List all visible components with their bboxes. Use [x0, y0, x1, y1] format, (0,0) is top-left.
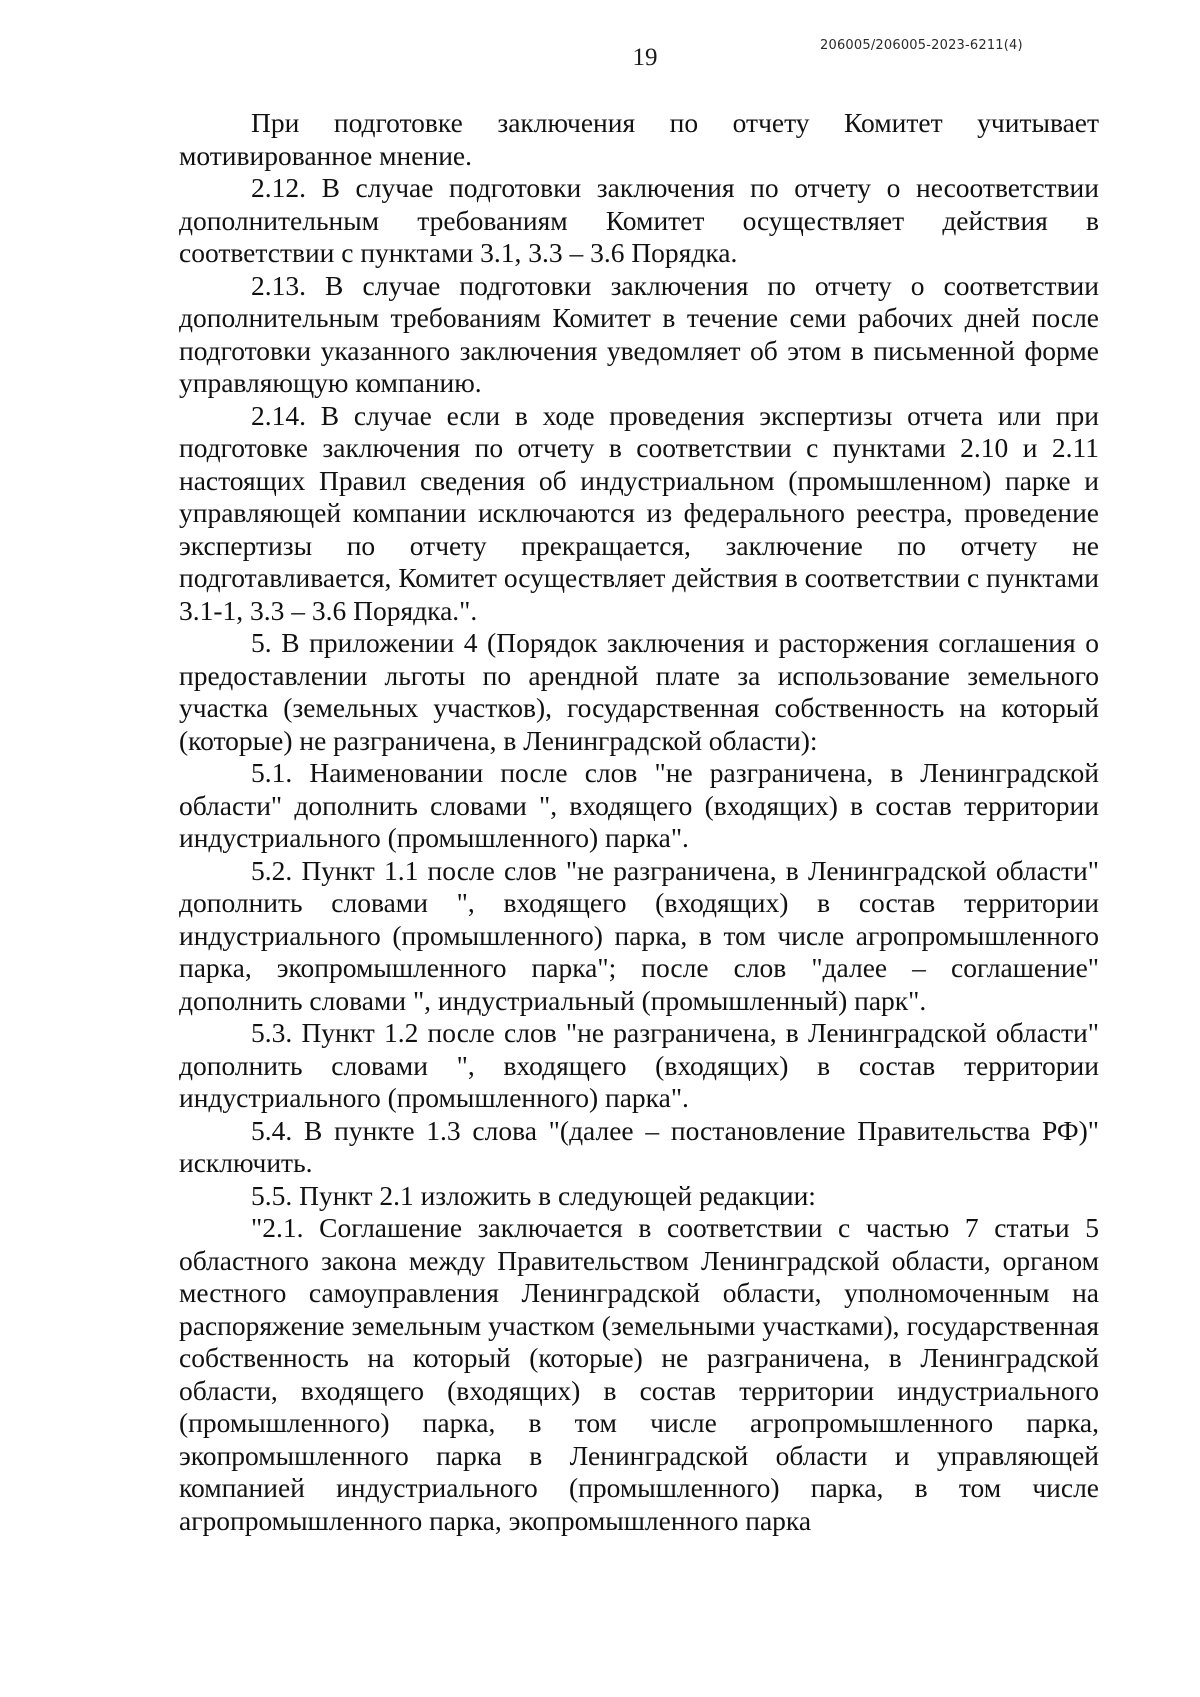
document-code: 206005/206005-2023-6211(4)	[820, 38, 1023, 53]
paragraph: 5.5. Пункт 2.1 изложить в следующей редакции:	[251, 1179, 816, 1211]
paragraph: 2.12. В случае подготовки заключения по отчету о несоответствии дополнительным требованиям Комитет осуществляет действия в соответствии с пунктами 3.1, 3.3 – 3.6 Порядка.	[179, 172, 1099, 268]
paragraph: 5.3. Пункт 1.2 после слов "не разграничена, в Ленинградской области" дополнить словами ", входящего (входящих) в состав территории индустриального (промышленного) парка".	[179, 1017, 1099, 1113]
paragraph: 5.1. Наименовании после слов "не разграничена, в Ленинградской области" дополнить словами ", входящего (входящих) в состав территории индустриального (промышленного) парка".	[179, 757, 1099, 853]
paragraph: При подготовке заключения по отчету Комитет учитывает мотивированное мнение.	[179, 107, 1099, 171]
paragraph: "2.1. Соглашение заключается в соответствии с частью 7 статьи 5 областного закона между Правительством Ленинградской области, органом местного самоуправления Ленинградской области, уполномоченным на распоряжение земельным участком (земельными участками), государственная собственность на который (которые) не разграничена, в Ленинградской области, входящего (входящих) в состав территории индустриального (промышленного) парка, в том числе агропромышленного парка, экопромышленного парка в Ленинградской области и управляющей компанией индустриального (промышленного) парка, в том числе агропромышленного парка, экопромышленного парка	[179, 1212, 1099, 1536]
paragraph: 5. В приложении 4 (Порядок заключения и расторжения соглашения о предоставлении льготы по арендной плате за использование земельного участка (земельных участков), государственная собственность на который (которые) не разграничена, в Ленинградской области):	[179, 627, 1099, 756]
paragraph: 5.2. Пункт 1.1 после слов "не разграничена, в Ленинградской области" дополнить словами ", входящего (входящих) в состав территории индустриального (промышленного) парка, в том числе агропромышленного парка, экопромышленного парка"; после слов "далее – соглашение" дополнить словами ", индустриальный (промышленный) парк".	[179, 854, 1099, 1016]
paragraph: 5.4. В пункте 1.3 слова "(далее – постановление Правительства РФ)" исключить.	[179, 1114, 1099, 1178]
document-body	[179, 107, 1099, 1537]
paragraph: 2.13. В случае подготовки заключения по отчету о соответствии дополнительным требованиям Комитет в течение семи рабочих дней после подготовки указанного заключения уведомляет об этом в письменной форме управляющую компанию.	[179, 269, 1099, 398]
page-number: 19	[632, 44, 658, 71]
paragraph: 2.14. В случае если в ходе проведения экспертизы отчета или при подготовке заключения по отчету в соответствии с пунктами 2.10 и 2.11 настоящих Правил сведения об индустриальном (промышленном) парке и управляющей компании исключаются из федерального реестра, проведение экспертизы по отчету прекращается, заключение по отчету не подготавливается, Комитет осуществляет действия в соответствии с пунктами 3.1-1, 3.3 – 3.6 Порядка.".	[179, 399, 1099, 626]
